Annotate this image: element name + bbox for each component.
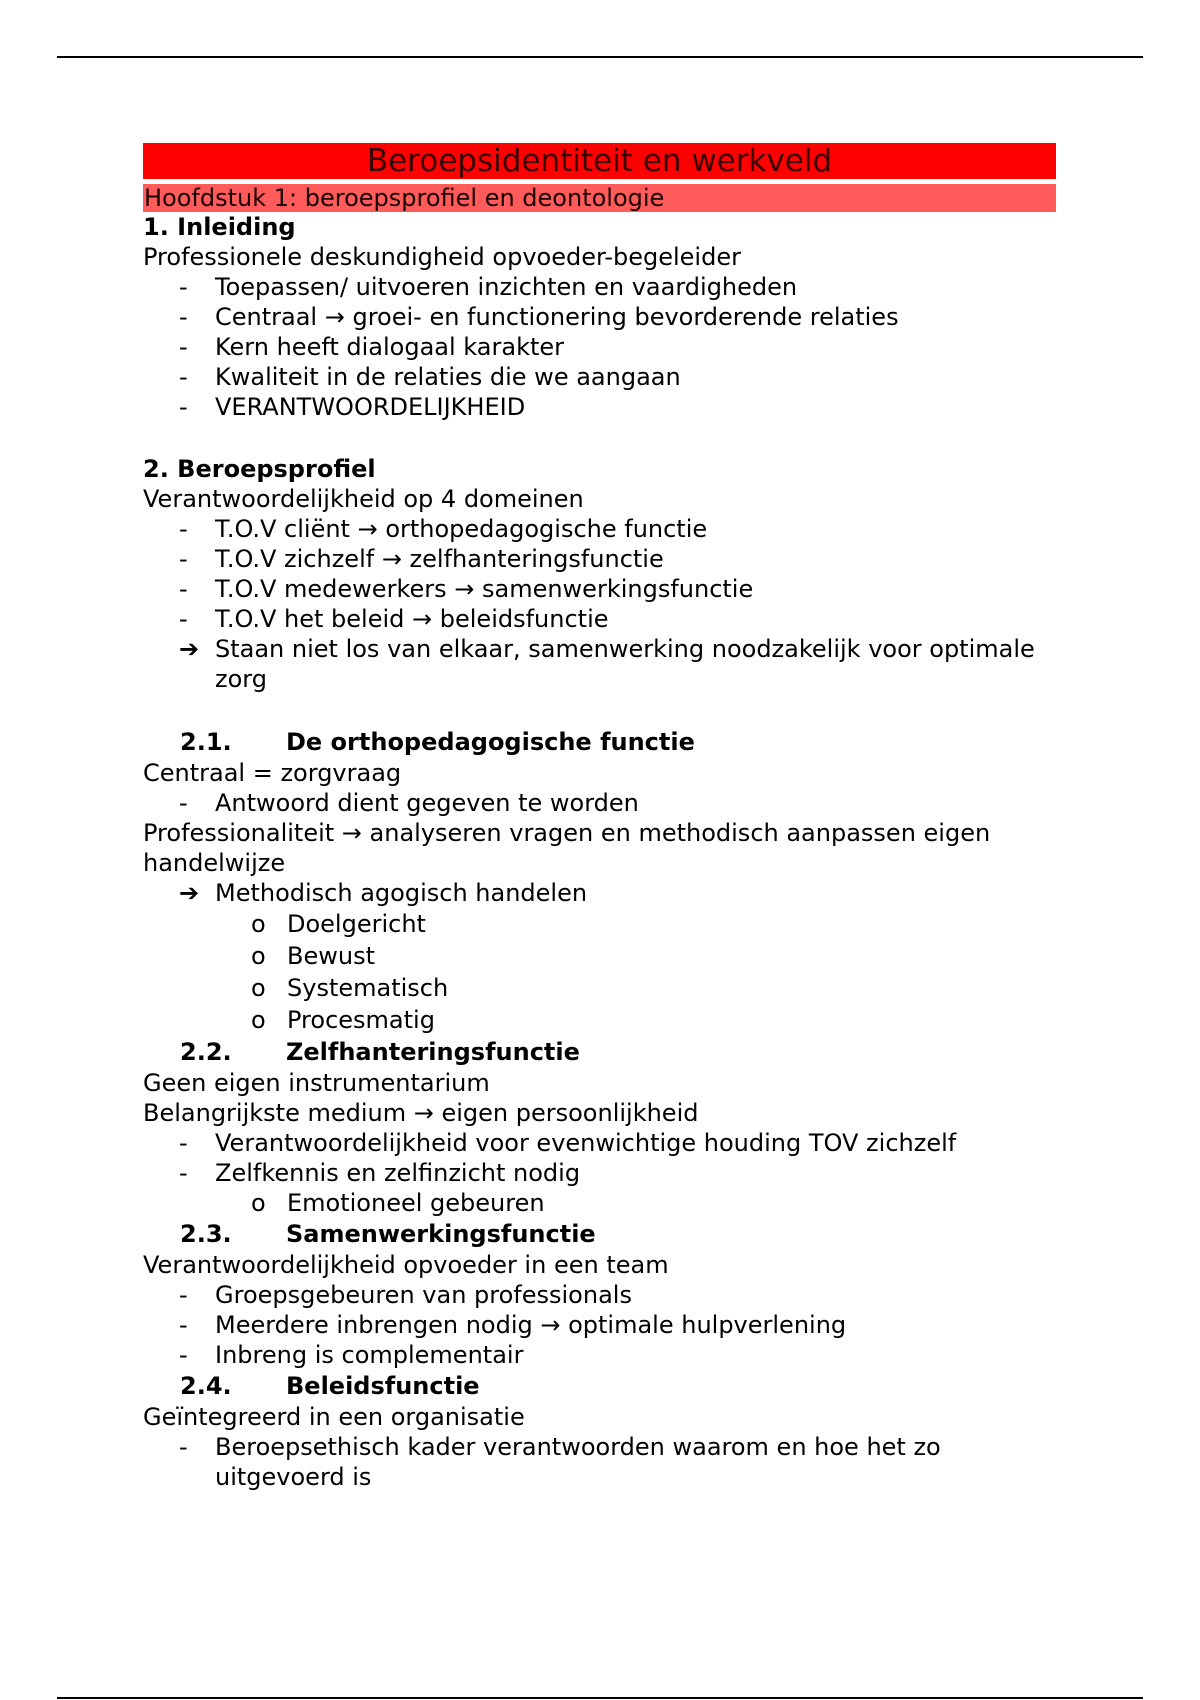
list-item: - Antwoord dient gegeven te worden bbox=[179, 789, 639, 817]
list-item: - Kern heeft dialogaal karakter bbox=[179, 333, 565, 361]
dash-bullet: - bbox=[179, 605, 188, 633]
sub-list-item: o Procesmatig bbox=[251, 1006, 435, 1034]
dash-bullet: - bbox=[179, 575, 188, 603]
list-item: - Kwaliteit in de relaties die we aangaan bbox=[179, 363, 681, 391]
dash-bullet: - bbox=[179, 363, 188, 391]
paragraph: Professionele deskundigheid opvoeder-begeleider bbox=[143, 243, 741, 271]
list-item: - T.O.V medewerkers → samenwerkingsfunctie bbox=[179, 575, 754, 603]
section-heading-inleiding: 1. Inleiding bbox=[143, 213, 296, 241]
list-item: - Verantwoordelijkheid voor evenwichtige houding TOV zichzelf bbox=[179, 1129, 957, 1157]
sub-list-item: o Systematisch bbox=[251, 974, 449, 1002]
document-body bbox=[143, 143, 1056, 1492]
subsection-heading-beleid bbox=[143, 1370, 1056, 1402]
circle-bullet: o bbox=[251, 974, 266, 1002]
sub-list-item: o Doelgericht bbox=[251, 910, 426, 938]
subsection-heading-zelfhantering bbox=[143, 1036, 1056, 1068]
dash-bullet: - bbox=[179, 303, 188, 331]
subsection-title: Zelfhanteringsfunctie bbox=[286, 1038, 580, 1066]
dash-bullet: - bbox=[179, 789, 188, 817]
arrow-icon: ➔ bbox=[179, 635, 200, 663]
paragraph: Geen eigen instrumentarium bbox=[143, 1069, 490, 1097]
arrow-list-item: ➔ Methodisch agogisch handelen bbox=[179, 879, 588, 907]
dash-bullet: - bbox=[179, 393, 188, 421]
paragraph: Centraal = zorgvraag bbox=[143, 759, 402, 787]
list-item: - Beroepsethisch kader verantwoorden waarom en hoe het zo uitgevoerd is bbox=[179, 1433, 941, 1491]
list-item: - Toepassen/ uitvoeren inzichten en vaardigheden bbox=[179, 273, 798, 301]
list-item: - T.O.V het beleid → beleidsfunctie bbox=[179, 605, 609, 633]
subsection-title: Beleidsfunctie bbox=[286, 1372, 480, 1400]
paragraph: Verantwoordelijkheid opvoeder in een team bbox=[143, 1251, 669, 1279]
list-item: - Zelfkennis en zelfinzicht nodig bbox=[179, 1159, 581, 1187]
paragraph: Verantwoordelijkheid op 4 domeinen bbox=[143, 485, 584, 513]
sub-list-item: o Bewust bbox=[251, 942, 375, 970]
list-item: - VERANTWOORDELIJKHEID bbox=[179, 393, 526, 421]
subsection-number: 2.2. bbox=[180, 1038, 232, 1066]
subsection-title: De orthopedagogische functie bbox=[286, 728, 695, 756]
sub-list-item: o Emotioneel gebeuren bbox=[251, 1189, 545, 1217]
dash-bullet: - bbox=[179, 545, 188, 573]
chapter-heading: Hoofdstuk 1: beroepsprofiel en deontologie bbox=[143, 184, 1056, 212]
document-title: Beroepsidentiteit en werkveld bbox=[143, 143, 1056, 179]
subsection-heading-orthopedagogische bbox=[143, 726, 1056, 758]
circle-bullet: o bbox=[251, 910, 266, 938]
list-item: - T.O.V cliënt → orthopedagogische functie bbox=[179, 515, 708, 543]
list-item: - Centraal → groei- en functionering bevorderende relaties bbox=[179, 303, 899, 331]
dash-bullet: - bbox=[179, 1341, 188, 1369]
dash-bullet: - bbox=[179, 515, 188, 543]
dash-bullet: - bbox=[179, 333, 188, 361]
subsection-number: 2.4. bbox=[180, 1372, 232, 1400]
dash-bullet: - bbox=[179, 1311, 188, 1339]
list-item: - Groepsgebeuren van professionals bbox=[179, 1281, 632, 1309]
list-item: - Inbreng is complementair bbox=[179, 1341, 524, 1369]
arrow-list-item: ➔ Staan niet los van elkaar, samenwerking noodzakelijk voor optimale zorg bbox=[179, 635, 1035, 693]
subsection-number: 2.1. bbox=[180, 728, 232, 756]
subsection-title: Samenwerkingsfunctie bbox=[286, 1220, 596, 1248]
dash-bullet: - bbox=[179, 1159, 188, 1187]
circle-bullet: o bbox=[251, 942, 266, 970]
list-item: - Meerdere inbrengen nodig → optimale hulpverlening bbox=[179, 1311, 847, 1339]
subsection-number: 2.3. bbox=[180, 1220, 232, 1248]
dash-bullet: - bbox=[179, 273, 188, 301]
footer-rule bbox=[57, 1697, 1143, 1699]
section-heading-beroepsprofiel: 2. Beroepsprofiel bbox=[143, 455, 376, 483]
paragraph: Geïntegreerd in een organisatie bbox=[143, 1403, 525, 1431]
arrow-icon: ➔ bbox=[179, 879, 200, 907]
circle-bullet: o bbox=[251, 1189, 266, 1217]
dash-bullet: - bbox=[179, 1281, 188, 1309]
header-rule bbox=[57, 56, 1143, 58]
circle-bullet: o bbox=[251, 1006, 266, 1034]
dash-bullet: - bbox=[179, 1129, 188, 1157]
paragraph: Belangrijkste medium → eigen persoonlijkheid bbox=[143, 1099, 699, 1127]
paragraph: Professionaliteit → analyseren vragen en methodisch aanpassen eigen handelwijze bbox=[143, 819, 991, 877]
dash-bullet: - bbox=[179, 1433, 188, 1461]
list-item: - T.O.V zichzelf → zelfhanteringsfunctie bbox=[179, 545, 664, 573]
subsection-heading-samenwerking bbox=[143, 1218, 1056, 1250]
